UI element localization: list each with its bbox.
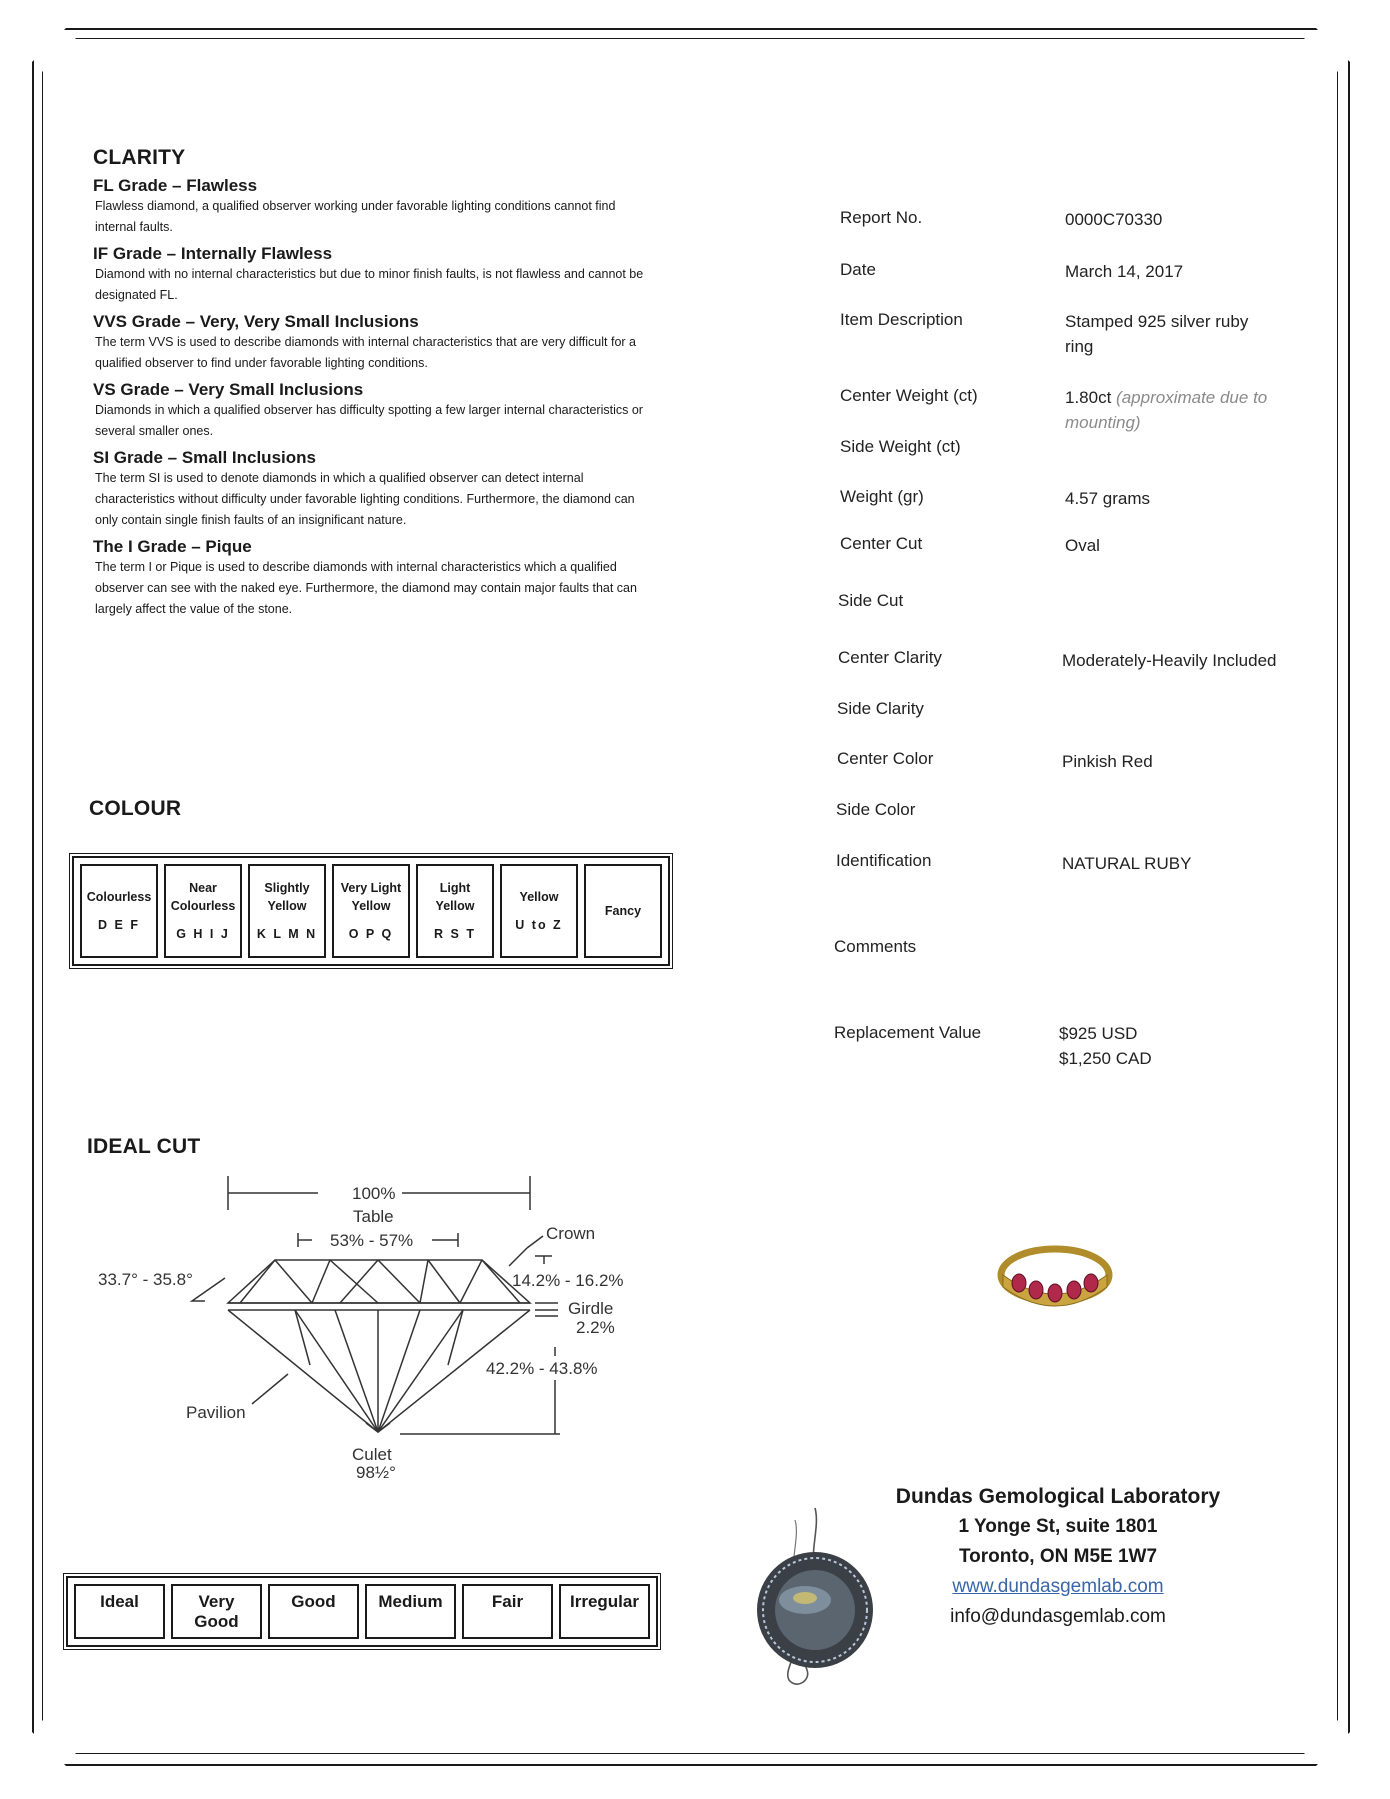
report-label: Side Cut [838, 591, 904, 610]
cut-table-label: Table [353, 1207, 394, 1226]
clarity-grade [93, 380, 655, 442]
lab-contact [868, 1482, 1248, 1632]
cut-table-range: 53% - 57% [330, 1231, 414, 1250]
report-label: Item Description [840, 310, 963, 329]
grade-title: VVS Grade – Very, Very Small Inclusions [93, 312, 419, 331]
cut-culet-label: Culet [352, 1445, 392, 1464]
cut-grade-cell: Very Good [171, 1584, 262, 1639]
clarity-grade [93, 176, 655, 238]
report-value: NATURAL RUBY [1062, 854, 1192, 873]
clarity-grade [93, 448, 655, 531]
colour-code: U to Z [515, 918, 563, 932]
report-label: Report No. [840, 208, 923, 227]
report-value: March 14, 2017 [1065, 262, 1184, 281]
cut-girdle-label: Girdle [568, 1299, 614, 1318]
report-label: Side Weight (ct) [840, 437, 961, 456]
clarity-heading: CLARITY [93, 146, 186, 169]
cut-culet-value: 98½° [356, 1463, 396, 1482]
report-value: Stamped 925 silver ruby ring [1065, 312, 1249, 356]
colour-cell [332, 864, 410, 958]
report-label: Center Clarity [838, 648, 942, 667]
report-value: Oval [1065, 536, 1100, 555]
report-label: Center Color [837, 749, 934, 768]
lab-email: info@dundasgemlab.com [950, 1606, 1166, 1627]
colour-code: D E F [98, 918, 140, 932]
report-label: Identification [836, 851, 932, 870]
grade-description: The term I or Pique is used to describe diamonds with internal characteristics which a qualified observer can see with the naked eye. Furthermore, the diamond may contain major faults that can largely affect the value of the stone. [95, 560, 637, 616]
colour-cell [164, 864, 242, 958]
grade-description: Diamond with no internal characteristics but due to minor finish faults, is not flawless and cannot be designated FL. [95, 267, 644, 302]
report-label: Weight (gr) [840, 487, 924, 506]
colour-code: R S T [434, 927, 476, 941]
colour-name: Slightly Yellow [264, 881, 310, 913]
lab-name: Dundas Gemological Laboratory [895, 1485, 1221, 1508]
report-label: Comments [834, 937, 917, 956]
cut-grade-cell: Irregular [559, 1584, 650, 1639]
cut-girdle-value: 2.2% [576, 1318, 615, 1337]
colour-cell [500, 864, 578, 958]
clarity-grade [93, 537, 655, 620]
colour-name: Fancy [604, 904, 642, 918]
report-value: Moderately-Heavily Included [1062, 651, 1277, 670]
grade-description: Flawless diamond, a qualified observer working under favorable lighting conditions cannot find internal faults. [95, 199, 616, 234]
clarity-grade [93, 244, 655, 306]
cut-grade-scale [66, 1576, 658, 1647]
colour-name: Yellow [519, 890, 559, 904]
cut-grade-cell: Ideal [74, 1584, 165, 1639]
report-value: Pinkish Red [1062, 752, 1153, 771]
grade-title: VS Grade – Very Small Inclusions [93, 380, 364, 399]
cut-crown-height: 14.2% - 16.2% [512, 1271, 624, 1290]
ideal-cut-heading: IDEAL CUT [87, 1135, 201, 1158]
report-label: Date [840, 260, 876, 279]
cut-grade-cell: Good [268, 1584, 359, 1639]
replacement-value [1059, 1021, 1319, 1071]
report-value-center-weight [1065, 385, 1325, 435]
colour-name: Very Light Yellow [340, 881, 402, 913]
replacement-cad: $1,250 CAD [1059, 1049, 1152, 1068]
cut-crown-angle: 33.7° - 35.8° [98, 1270, 193, 1289]
colour-name: Light Yellow [435, 881, 475, 913]
report-label: Center Cut [840, 534, 923, 553]
report-value: 4.57 grams [1065, 489, 1151, 508]
lab-website-link[interactable]: www.dundasgemlab.com [952, 1576, 1164, 1597]
cut-grade-cell: Medium [365, 1584, 456, 1639]
cut-width-label: 100% [352, 1184, 396, 1203]
cut-crown-label: Crown [546, 1224, 596, 1243]
report-label: Side Clarity [837, 699, 924, 718]
grade-title: The I Grade – Pique [93, 537, 252, 556]
replacement-usd: $925 USD [1059, 1024, 1138, 1043]
colour-heading: COLOUR [89, 797, 182, 820]
ring-photo [995, 1235, 1115, 1315]
colour-cell [248, 864, 326, 958]
grade-title: SI Grade – Small Inclusions [93, 448, 316, 467]
grade-title: IF Grade – Internally Flawless [93, 244, 333, 263]
cut-pavilion-depth: 42.2% - 43.8% [486, 1359, 598, 1378]
cut-grade-cell: Fair [462, 1584, 553, 1639]
grade-title: FL Grade – Flawless [93, 176, 258, 195]
report-label: Replacement Value [834, 1023, 982, 1042]
grade-description: The term SI is used to denote diamonds in which a qualified observer can detect internal characteristics without difficulty under favorable lighting conditions. Furthermore, the diamond can only contain single finish faults of an insignificant nature. [95, 471, 635, 527]
colour-code: O P Q [348, 927, 394, 941]
cut-pavilion-label: Pavilion [186, 1403, 246, 1422]
clarity-section [93, 146, 655, 620]
colour-cell [584, 864, 662, 958]
report-label: Side Color [836, 800, 916, 819]
colour-scale-table [72, 856, 670, 966]
center-weight: 1.80ct [1065, 388, 1112, 407]
colour-cell [416, 864, 494, 958]
lab-address-line1: 1 Yonge St, suite 1801 [958, 1516, 1158, 1537]
colour-cell [80, 864, 158, 958]
report-label: Center Weight (ct) [840, 386, 978, 405]
report-number: 0000C70330 [1065, 210, 1163, 229]
colour-code: G H I J [176, 927, 230, 941]
grade-description: Diamonds in which a qualified observer has difficulty spotting a few larger internal characteristics or several smaller ones. [95, 403, 643, 438]
cut-grade-table [66, 1576, 658, 1647]
colour-code: K L M N [256, 927, 318, 941]
center-weight-note: (approximate due to mounting) [1065, 388, 1268, 432]
colour-name: Near Colourless [170, 881, 236, 913]
grade-description: The term VVS is used to describe diamonds with internal characteristics that are very difficult for a qualified observer to find under favorable lighting conditions. [95, 335, 636, 370]
clarity-grade [93, 312, 655, 374]
diamond-proportions-diagram [80, 1160, 640, 1500]
colour-name: Colourless [86, 890, 152, 904]
lab-address-line2: Toronto, ON M5E 1W7 [958, 1546, 1158, 1567]
colour-scale [72, 856, 670, 966]
